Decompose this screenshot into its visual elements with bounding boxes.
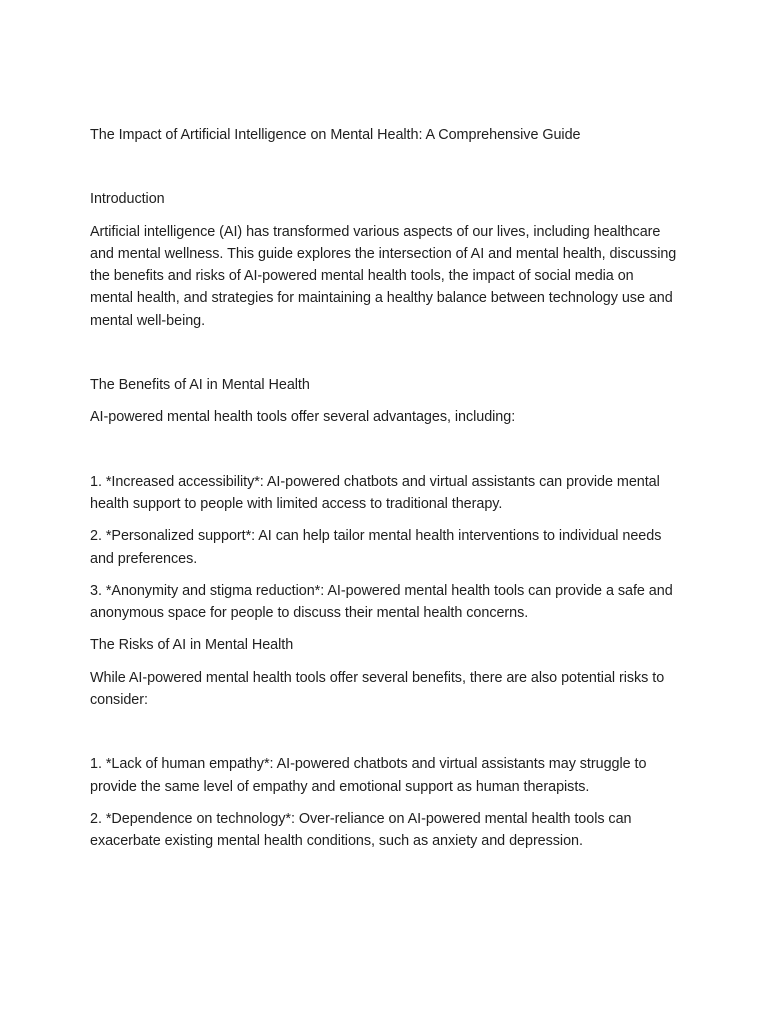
benefits-list-item: 1. *Increased accessibility*: AI-powered chatbots and virtual assistants can provide mental health support to people with limited access to traditional therapy. [90, 473, 660, 512]
risks-list-item: 2. *Dependence on technology*: Over-reliance on AI-powered mental health tools can exacerbate existing mental health conditions, such as anxiety and depression. [90, 810, 632, 850]
risks-intro-paragraph: While AI-powered mental health tools offer several benefits, there are also potential risks to consider: [90, 669, 665, 709]
section-heading-introduction: Introduction [90, 191, 165, 208]
document-page [90, 124, 680, 863]
section-heading-risks: The Risks of AI in Mental Health [90, 637, 294, 654]
benefits-list-item: 3. *Anonymity and stigma reduction*: AI-powered mental health tools can provide a safe and anonymous space for people to discuss their mental health concerns. [90, 582, 673, 622]
benefits-list-item: 2. *Personalized support*: AI can help tailor mental health interventions to individual needs and preferences. [90, 528, 662, 567]
section-heading-benefits: The Benefits of AI in Mental Health [90, 377, 310, 394]
benefits-intro-paragraph: AI-powered mental health tools offer several advantages, including: [90, 409, 516, 426]
risks-list-item: 1. *Lack of human empathy*: AI-powered chatbots and virtual assistants may struggle to provide the same level of empathy and emotional support as human therapists. [90, 756, 647, 795]
introduction-paragraph: Artificial intelligence (AI) has transformed various aspects of our lives, including healthcare and mental wellness. This guide explores the intersection of AI and mental health, discussing the benefits and risks of AI-powered mental health tools, the impact of social media on mental health, and strategies for maintaining a healthy balance between technology use and mental well-being. [90, 223, 677, 329]
document-title: The Impact of Artificial Intelligence on Mental Health: A Comprehensive Guide [90, 127, 581, 143]
